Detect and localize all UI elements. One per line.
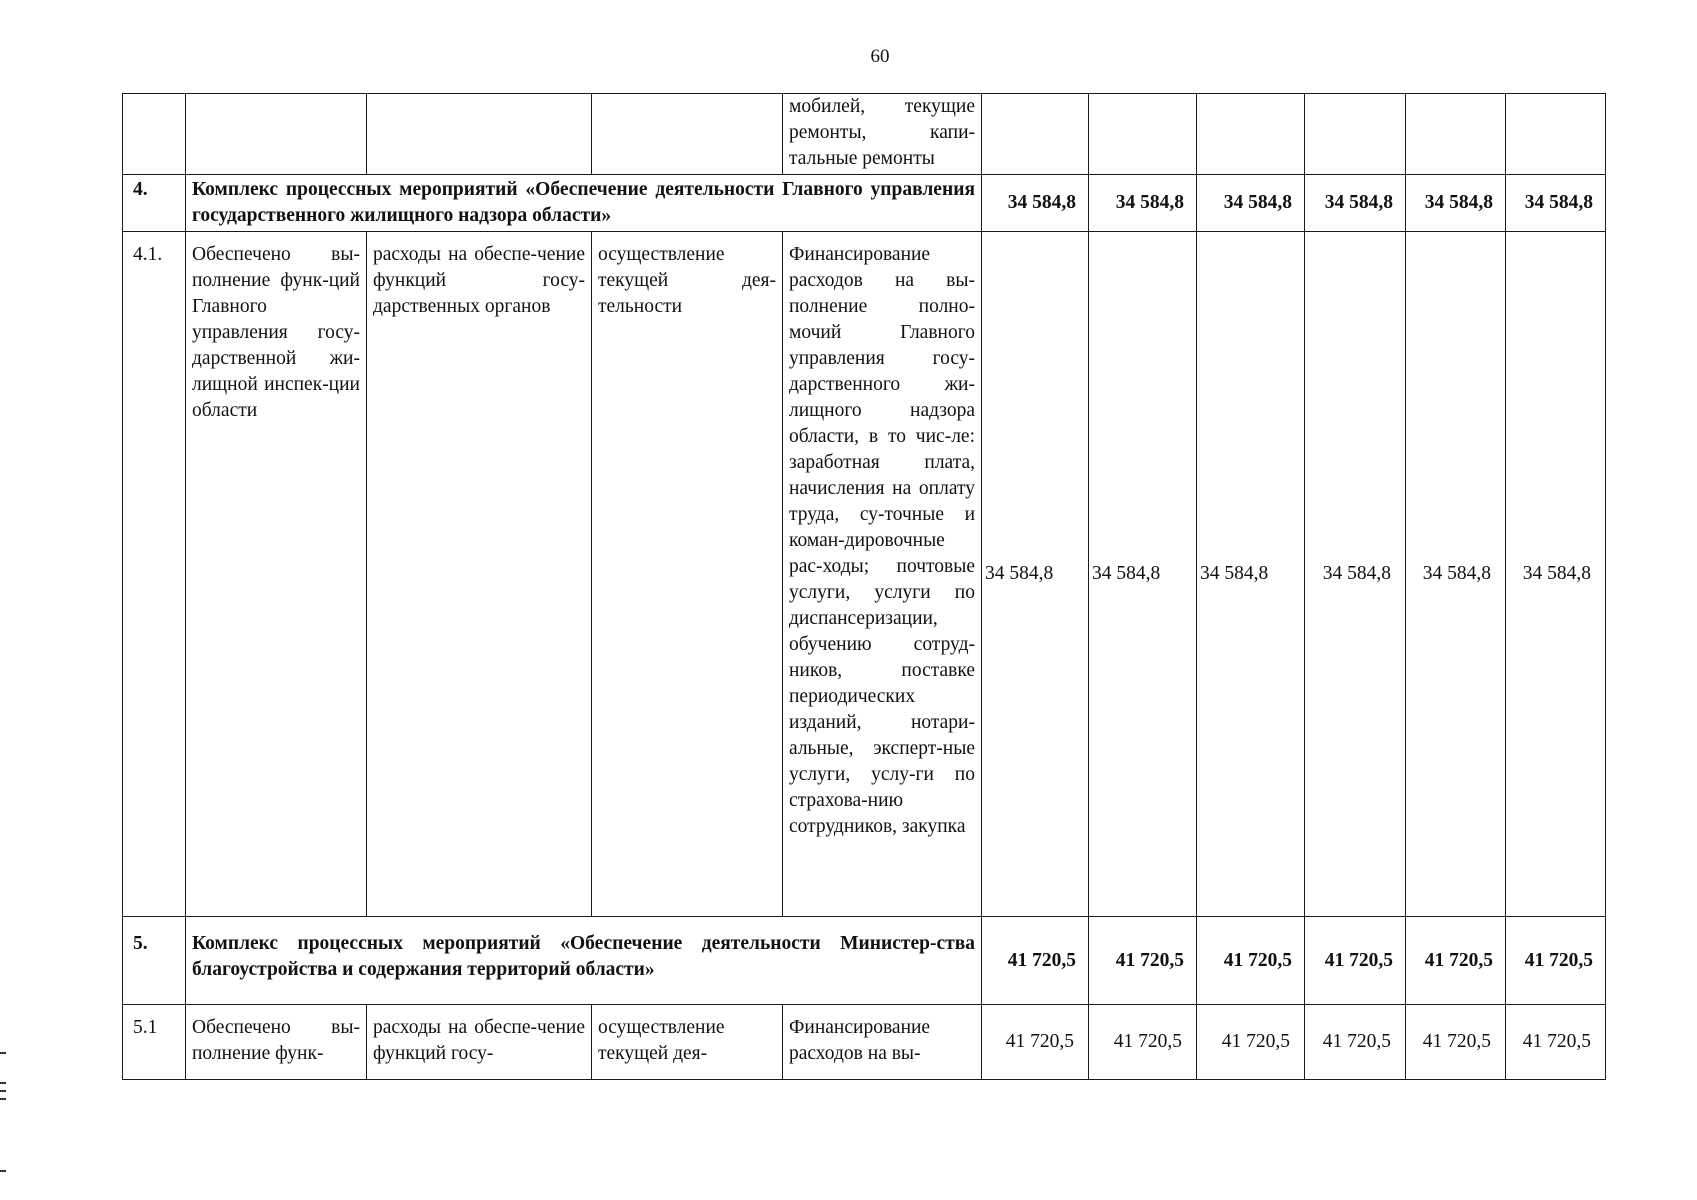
scan-edge-mark [0,1090,6,1092]
cell-empty [1089,94,1197,175]
item-value: 34 584,8 [982,232,1089,917]
section-value: 41 720,5 [1305,917,1406,1005]
continuation-description: мобилей, текущие ремонты, капи-тальные ремонты [783,94,982,175]
item-value: 41 720,5 [1197,1005,1305,1080]
item-index: 4.1. [123,232,186,917]
section-value: 34 584,8 [1197,175,1305,232]
scan-edge-mark [0,1170,6,1172]
item-value: 34 584,8 [1506,232,1606,917]
cell-empty [1305,94,1406,175]
cell-empty [186,94,367,175]
section-value: 41 720,5 [1089,917,1197,1005]
section-value: 34 584,8 [1506,175,1606,232]
section-title: Комплекс процессных мероприятий «Обеспечение деятельности Министер-ства благоустройства и содержания территорий области» [186,917,982,1005]
section-value: 41 720,5 [982,917,1089,1005]
section-index: 4. [123,175,186,232]
scan-edge-mark [0,1098,6,1100]
cell-empty [123,94,186,175]
cell-empty [592,94,783,175]
section-value: 34 584,8 [1305,175,1406,232]
scan-edge-mark [0,1082,6,1084]
item-value: 41 720,5 [982,1005,1089,1080]
item-description: Финансирование расходов на вы-полнение полно-мочий Главного управления госу-дарственного жи-лищного надзора области, в то чис-ле: заработная плата, начисления на оплату труда, су-точные и коман-дировочные рас-ходы; почтовые услуги, услуги по диспансеризации, обучению сотруд-ников, поставке периодических изданий, нотари-альные, эксперт-ные услуги, услу-ги по страхова-нию сотрудников, закупка [783,232,982,917]
section-value: 34 584,8 [1406,175,1506,232]
page-number: 60 [870,46,890,67]
item-value: 34 584,8 [1197,232,1305,917]
item-result: Обеспечено вы-полнение функ- [186,1005,367,1080]
item-value: 41 720,5 [1506,1005,1606,1080]
item-activity: осуществление текущей дея- [592,1005,783,1080]
item-row [123,232,1606,917]
cell-empty [1197,94,1305,175]
item-result: Обеспечено вы-полнение функ-ций Главного управления госу-дарственной жи-лищной инспек-ции области [186,232,367,917]
section-value: 41 720,5 [1197,917,1305,1005]
cell-empty [1506,94,1606,175]
section-value: 41 720,5 [1406,917,1506,1005]
item-row [123,1005,1606,1080]
section-value: 34 584,8 [982,175,1089,232]
cell-empty [1406,94,1506,175]
section-row [123,175,1606,232]
budget-table [122,93,1606,1080]
section-value: 34 584,8 [1089,175,1197,232]
scan-edge-mark [0,1052,6,1054]
cell-empty [367,94,592,175]
item-value: 41 720,5 [1406,1005,1506,1080]
cell-empty [982,94,1089,175]
item-index: 5.1 [123,1005,186,1080]
item-value: 41 720,5 [1305,1005,1406,1080]
item-value: 41 720,5 [1089,1005,1197,1080]
item-activity: осуществление текущей дея-тельности [592,232,783,917]
section-value: 41 720,5 [1506,917,1606,1005]
item-value: 34 584,8 [1305,232,1406,917]
item-description: Финансирование расходов на вы- [783,1005,982,1080]
section-index: 5. [123,917,186,1005]
item-expense-type: расходы на обеспе-чение функций госу-дарственных органов [367,232,592,917]
item-value: 34 584,8 [1406,232,1506,917]
section-row [123,917,1606,1005]
item-expense-type: расходы на обеспе-чение функций госу- [367,1005,592,1080]
item-value: 34 584,8 [1089,232,1197,917]
section-title: Комплекс процессных мероприятий «Обеспечение деятельности Главного управления государственного жилищного надзора области» [186,175,982,232]
continuation-row [123,94,1606,175]
